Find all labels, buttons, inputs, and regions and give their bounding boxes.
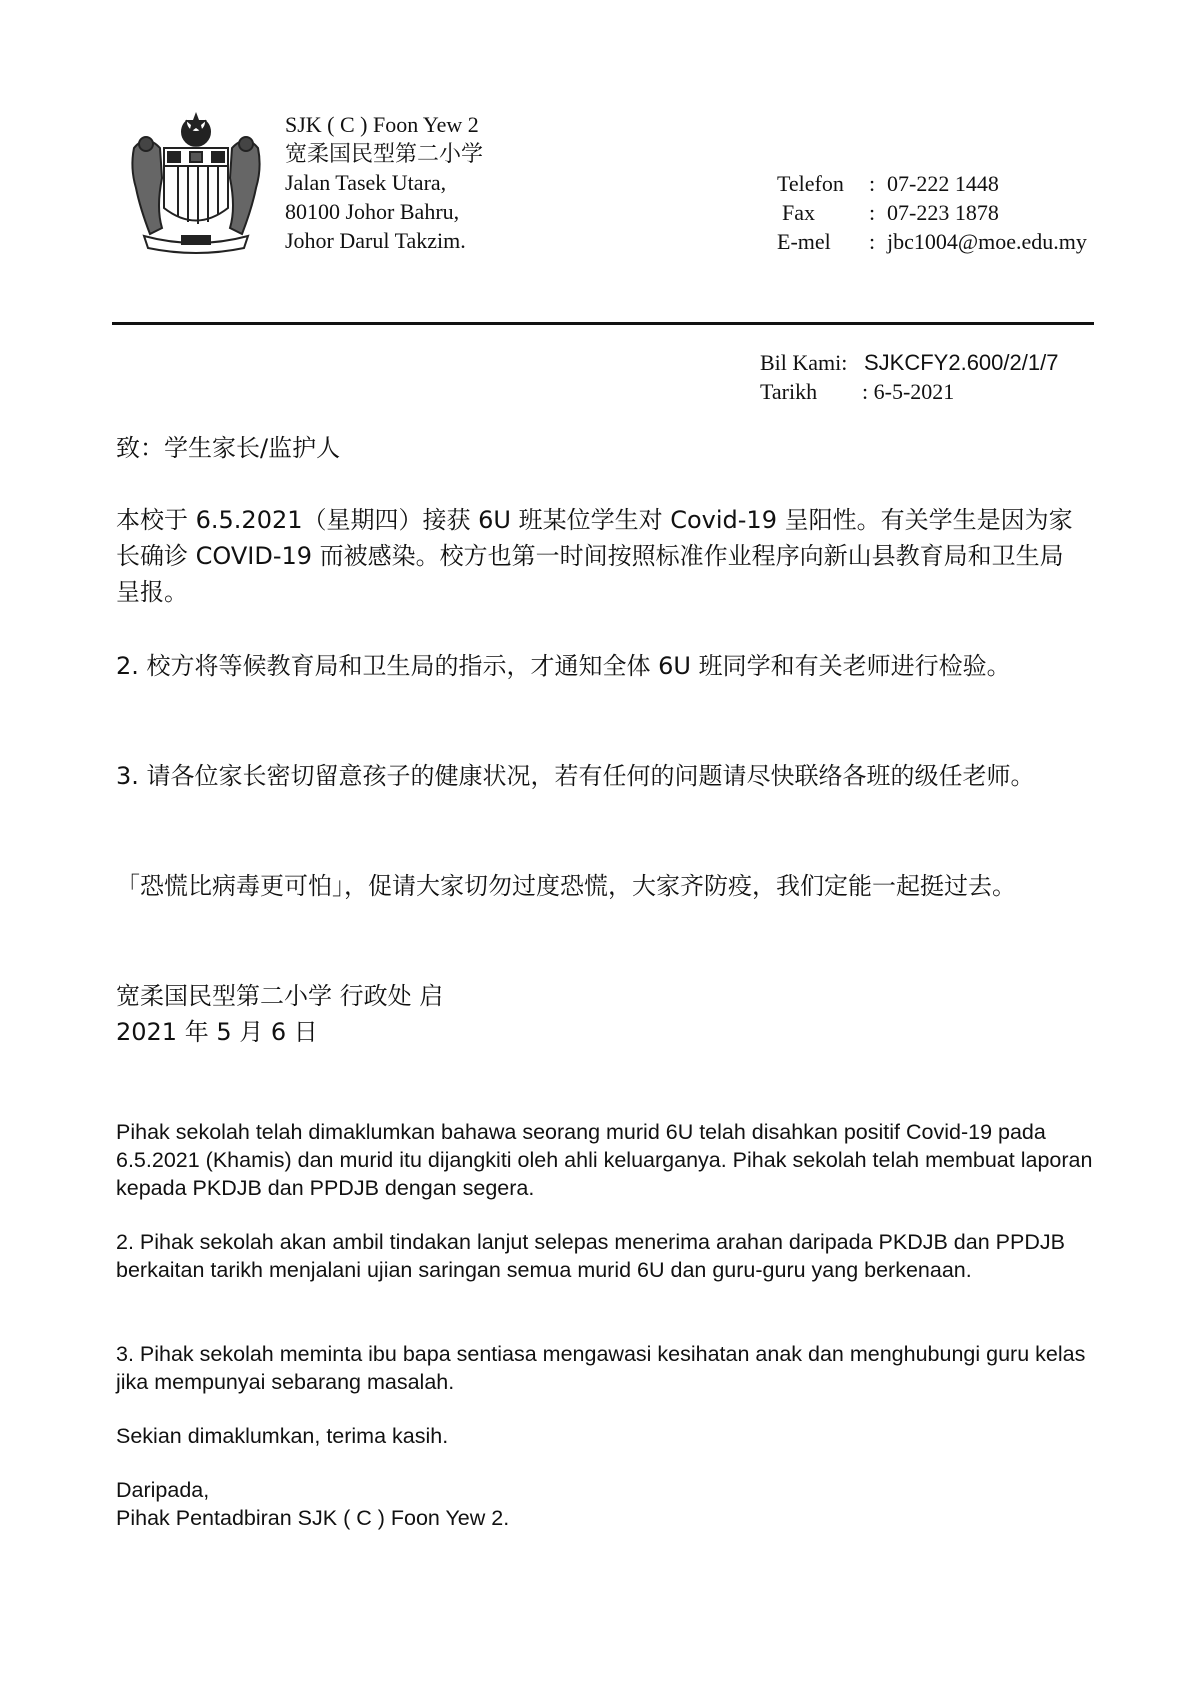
contact-value: jbc1004@moe.edu.my xyxy=(887,229,1087,254)
ms-paragraph-3: 3. Pihak sekolah meminta ibu bapa sentiasa mengawasi kesihatan anak dan menghubungi guru kelas jika mempunyai sebarang masalah. xyxy=(116,1342,1086,1394)
bil-label: Bil Kami: xyxy=(760,350,848,375)
zh-date: 2021 年 5 月 6 日 xyxy=(116,1018,318,1046)
bil-value: SJKCFY2.600/2/1/7 xyxy=(864,350,1059,375)
contact-label: Telefon xyxy=(777,171,844,196)
school-name: SJK ( C ) Foon Yew 2 xyxy=(285,112,479,137)
ms-paragraph-2: 2. Pihak sekolah akan ambil tindakan lanjut selepas menerima arahan daripada PKDJB dan PPDJB berkaitan tarikh menjalani ujian saringan semua murid 6U dan guru-guru yang berkenaan. xyxy=(116,1230,1065,1282)
contact-fax xyxy=(777,198,1087,227)
zh-signature: 宽柔国民型第二小学 行政处 启 xyxy=(116,982,444,1010)
zh-paragraph-3: 3. 请各位家长密切留意孩子的健康状况，若有任何的问题请尽快联络各班的级任老师。 xyxy=(116,762,1035,790)
address-line: 80100 Johor Bahru, xyxy=(285,199,460,224)
zh-salutation: 致：学生家长/监护人 xyxy=(116,434,341,462)
contact-label: Fax xyxy=(782,200,815,225)
address-line: Johor Darul Takzim. xyxy=(285,228,466,253)
contact-label: E-mel xyxy=(777,229,831,254)
contact-separator: : xyxy=(869,171,876,196)
contact-separator: : xyxy=(869,200,876,225)
ms-from-label: Daripada, xyxy=(116,1478,210,1502)
zh-paragraph-2: 2. 校方将等候教育局和卫生局的指示，才通知全体 6U 班同学和有关老师进行检验。 xyxy=(116,652,1011,680)
contact-value: 07-222 1448 xyxy=(887,171,999,196)
tarikh-value: : 6-5-2021 xyxy=(862,379,955,404)
header-divider xyxy=(112,322,1094,325)
contact-telefon xyxy=(777,169,1087,198)
tarikh-label: Tarikh xyxy=(760,379,818,404)
ms-from-value: Pihak Pentadbiran SJK ( C ) Foon Yew 2. xyxy=(116,1506,510,1530)
zh-paragraph-4: 「恐慌比病毒更可怕」，促请大家切勿过度恐慌，大家齐防疫，我们定能一起挺过去。 xyxy=(116,872,1016,900)
reference-block xyxy=(760,348,1058,406)
malaysia-coat-of-arms-icon xyxy=(126,108,266,258)
zh-paragraph-1: 本校于 6.5.2021（星期四）接获 6U 班某位学生对 Covid-19 呈阳性。有关学生是因为家长确诊 COVID-19 而被感染。校方也第一时间按照标准作业程序向新山县教育局和卫生局呈报。 xyxy=(116,506,1073,606)
address-line: Jalan Tasek Utara, xyxy=(285,170,447,195)
contact-separator: : xyxy=(869,229,876,254)
contact-value: 07-223 1878 xyxy=(887,200,999,225)
school-name-zh: 宽柔国民型第二小学 xyxy=(285,141,484,166)
ms-paragraph-1: Pihak sekolah telah dimaklumkan bahawa seorang murid 6U telah disahkan positif Covid-19 pada 6.5.2021 (Khamis) dan murid itu dijangkiti oleh ahli keluarganya. Pihak sekolah telah membuat laporan kepada PKDJB dan PPDJB dengan segera. xyxy=(116,1120,1093,1200)
contact-block xyxy=(777,169,1087,256)
contact-email xyxy=(777,227,1087,256)
reference-tarikh xyxy=(760,377,1058,406)
reference-bil xyxy=(760,348,1058,377)
ms-closing: Sekian dimaklumkan, terima kasih. xyxy=(116,1424,449,1448)
school-address-block xyxy=(285,110,483,255)
